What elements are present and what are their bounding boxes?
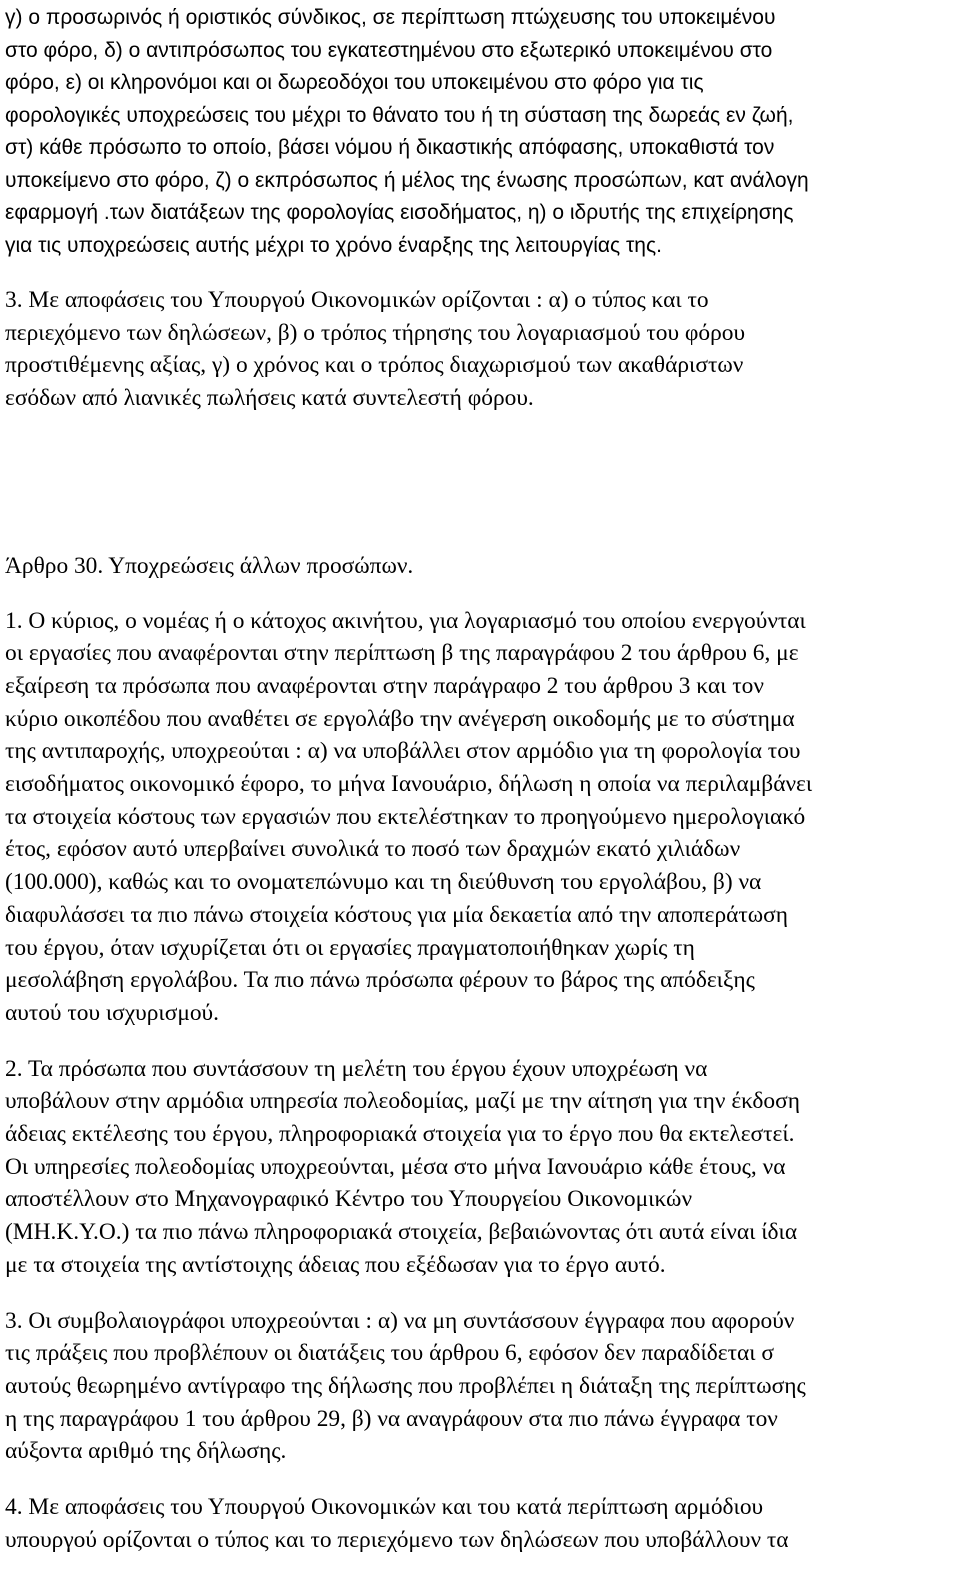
text-line: άδειας εκτέλεσης του έργου, πληροφοριακά στοιχεία για το έργο που θα εκτελεστεί. bbox=[5, 1121, 795, 1148]
text-line: τις πράξεις που προβλέπουν οι διατάξεις του άρθρου 6, εφόσον δεν παραδίδεται σ bbox=[5, 1340, 775, 1367]
heading-text: Άρθρο 30. Υποχρεώσεις άλλων προσώπων. bbox=[5, 552, 414, 579]
text-line: έτος, εφόσον αυτό υπερβαίνει συνολικά το ποσό των δραχμών εκατό χιλιάδων bbox=[5, 836, 741, 863]
text-line: αύξοντα αριθμό της δήλωσης. bbox=[5, 1438, 287, 1465]
text-line: γ) ο προσωρινός ή οριστικός σύνδικος, σε περίπτωση πτώχευσης του υποκειμένου bbox=[5, 6, 776, 29]
text-line: προστιθέμενης αξίας, γ) ο χρόνος και ο τρόπος διαχωρισμού των ακαθάριστων bbox=[5, 352, 744, 379]
text-line: εφαρμογή .των διατάξεων της φορολογίας εισοδήματος, η) ο ιδρυτής της επιχείρησης bbox=[5, 201, 794, 224]
text-line: 2. Τα πρόσωπα που συντάσσουν τη μελέτη του έργου έχουν υποχρέωση να bbox=[5, 1055, 708, 1082]
text-line: υποβάλουν στην αρμόδια υπηρεσία πολεοδομίας, μαζί με την αίτηση για την έκδοση bbox=[5, 1088, 800, 1115]
text-line: αποστέλλουν στο Μηχανογραφικό Κέντρο του Υπουργείου Οικονομικών bbox=[5, 1186, 693, 1213]
text-line: εσόδων από λιανικές πωλήσεις κατά συντελεστή φόρου. bbox=[5, 385, 534, 412]
text-line: περιεχόμενο των δηλώσεων, β) ο τρόπος τήρησης του λογαριασμού του φόρου bbox=[5, 319, 746, 346]
paragraph-3 bbox=[5, 284, 955, 415]
intro-paragraph bbox=[5, 2, 955, 262]
text-line: 4. Με αποφάσεις του Υπουργού Οικονομικών και του κατά περίπτωση αρμόδιου bbox=[5, 1494, 764, 1521]
text-line: κύριο οικοπέδου που αναθέτει σε εργολάβο την ανέγερση οικοδομής με το σύστημα bbox=[5, 705, 795, 732]
text-line: αυτούς θεωρημένο αντίγραφο της δήλωσης που προβλέπει η διάταξη της περίπτωσης bbox=[5, 1372, 806, 1399]
text-line: τα στοιχεία κόστους των εργασιών που εκτελέστηκαν το προηγούμενο ημερολογιακό bbox=[5, 803, 806, 830]
text-line: (ΜΗ.Κ.Υ.Ο.) τα πιο πάνω πληροφοριακά στοιχεία, βεβαιώνοντας ότι αυτά είναι ίδια bbox=[5, 1219, 798, 1246]
text-line: της αντιπαροχής, υποχρεούται : α) να υποβάλλει στον αρμόδιο για τη φορολογία του bbox=[5, 738, 801, 765]
text-line: στο φόρο, δ) ο αντιπρόσωπος του εγκατεστημένου στο εξωτερικό υποκειμένου στο bbox=[5, 38, 773, 62]
text-line: μεσολάβηση εργολάβου. Τα πιο πάνω πρόσωπα φέρουν το βάρος της απόδειξης bbox=[5, 967, 755, 994]
text-line: διαφυλάσσει τα πιο πάνω στοιχεία κόστους για μία δεκαετία από την αποπεράτωση bbox=[5, 901, 789, 928]
text-line: φόρο, ε) οι κληρονόμοι και οι δωρεοδόχοι του υποκειμένου στο φόρο για τις bbox=[5, 71, 704, 94]
text-line: 3. Με αποφάσεις του Υπουργού Οικονομικών ορίζονται : α) ο τύπος και το bbox=[5, 287, 709, 313]
text-line: αυτού του ισχυρισμού. bbox=[5, 999, 219, 1026]
article-paragraph-3 bbox=[5, 1305, 955, 1469]
text-line: εξαίρεση τα πρόσωπα που αναφέρονται στην παράγραφο 2 του άρθρου 3 και τον bbox=[5, 672, 764, 699]
text-line: για τις υποχρεώσεις αυτής μέχρι το χρόνο έναρξης της λειτουργίας της. bbox=[5, 233, 662, 257]
text-line: Οι υπηρεσίες πολεοδομίας υποχρεούνται, μέσα στο μήνα Ιανουάριο κάθε έτους, να bbox=[5, 1153, 786, 1180]
document-page bbox=[5, 0, 955, 1557]
text-line: με τα στοιχεία της αντίστοιχης άδειας που εξέδωσαν για το έργο αυτό. bbox=[5, 1251, 666, 1278]
text-line: 3. Οι συμβολαιογράφοι υποχρεούνται : α) να μη συντάσσουν έγγραφα που αφορούν bbox=[5, 1307, 795, 1334]
text-line: 1. Ο κύριος, ο νομέας ή ο κάτοχος ακινήτου, για λογαριασμό του οποίου ενεργούνται bbox=[5, 607, 806, 634]
article-heading bbox=[5, 550, 955, 583]
article-paragraph-1 bbox=[5, 605, 955, 1030]
text-line: (100.000), καθώς και το ονοματεπώνυμο και τη διεύθυνση του εργολάβου, β) να bbox=[5, 869, 762, 896]
text-line: του έργου, όταν ισχυρίζεται ότι οι εργασίες πραγματοποιήθηκαν χωρίς τη bbox=[5, 934, 695, 961]
text-line: εισοδήματος οικονομικό έφορο, το μήνα Ιανουάριο, δήλωση η οποία να περιλαμβάνει bbox=[5, 771, 813, 798]
text-line: υποκείμενο στο φόρο, ζ) ο εκπρόσωπος ή μέλος της ένωσης προσώπων, κατ ανάλογη bbox=[5, 168, 809, 192]
article-paragraph-2 bbox=[5, 1053, 955, 1282]
article-paragraph-4 bbox=[5, 1491, 955, 1556]
text-line: στ) κάθε πρόσωπο το οποίο, βάσει νόμου ή δικαστικής απόφασης, υποκαθιστά τον bbox=[5, 136, 775, 159]
text-line: οι εργασίες που αναφέρονται στην περίπτωση β της παραγράφου 2 του άρθρου 6, με bbox=[5, 640, 799, 667]
text-line: η της παραγράφου 1 του άρθρου 29, β) να αναγράφουν στα πιο πάνω έγγραφα τον bbox=[5, 1405, 778, 1432]
text-line: φορολογικές υποχρεώσεις του μέχρι το θάνατο του ή τη σύσταση της δωρεάς εν ζωή, bbox=[5, 103, 794, 127]
text-line: υπουργού ορίζονται ο τύπος και το περιεχόμενο των δηλώσεων που υποβάλλουν τα bbox=[5, 1526, 789, 1553]
